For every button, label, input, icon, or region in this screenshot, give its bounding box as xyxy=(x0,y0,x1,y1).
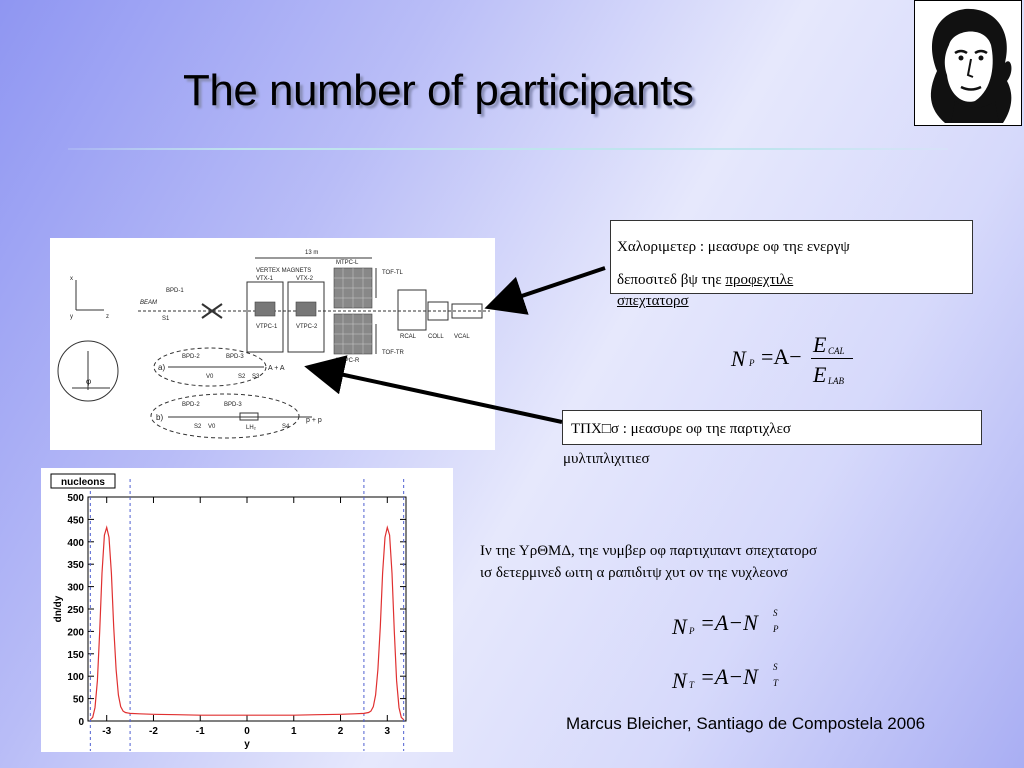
projectile-link[interactable]: προφεχτιλε xyxy=(725,272,794,288)
case-b-label: b) xyxy=(156,413,164,422)
x-tick-label: 3 xyxy=(384,726,391,737)
arrow-to-tpc xyxy=(312,368,562,422)
legend-label: nucleons xyxy=(61,477,105,488)
arrow-to-calorimeter xyxy=(492,268,605,306)
s2-label-a: S2 xyxy=(238,374,246,380)
eq2-lhs: N xyxy=(672,614,687,639)
tof-tl-label: TOF-TL xyxy=(382,270,403,276)
credit-footer: Marcus Bleicher, Santiago de Compostela 2006 xyxy=(566,714,926,733)
bpd2-label-b: BPD-2 xyxy=(182,402,200,408)
eq1-num-sub: CAL xyxy=(828,346,845,356)
x-tick-label: -2 xyxy=(149,726,158,737)
bpd3-label-b: BPD-3 xyxy=(224,402,242,408)
bpd2-label-a: BPD-2 xyxy=(182,354,200,360)
lh2-label: LH₂ xyxy=(246,425,256,431)
vtpc2-label: VTPC-2 xyxy=(296,324,318,330)
eq1-lhs: N xyxy=(731,346,746,371)
vertex-magnets-label: VERTEX MAGNETS xyxy=(256,268,312,274)
vtpc1-label: VTPC-1 xyxy=(256,324,278,330)
eq3-rel: =A−N xyxy=(700,664,758,689)
x-tick-label: -1 xyxy=(195,726,205,737)
eq3-lhs: N xyxy=(672,668,687,693)
s1-label: S1 xyxy=(162,316,170,322)
mtpc-l-label: MTPC-L xyxy=(336,260,359,266)
x-tick-label: 2 xyxy=(337,726,344,737)
y-tick-label: 500 xyxy=(67,493,84,504)
x-axis-label: y xyxy=(244,739,250,750)
coll-label: COLL xyxy=(428,334,444,340)
bpd1-label: BPD-1 xyxy=(166,288,184,294)
v0-label-b: V0 xyxy=(208,424,216,430)
tpc-line1: ΤΠΧ□σ : μεασυρε οφ τηε παρτιχλεσ xyxy=(571,421,792,437)
y-tick-label: 250 xyxy=(67,605,84,616)
calorimeter-line2: δεποσιτεδ βψ τηε xyxy=(617,272,726,288)
eq2-rel: =A−N xyxy=(700,610,758,635)
slide-title: The number of participants xyxy=(183,66,694,115)
s2-label-b: S2 xyxy=(194,424,202,430)
vtx2-label: VTX-2 xyxy=(296,276,314,282)
y-tick-label: 400 xyxy=(67,537,84,549)
s3-label-a: S3 xyxy=(252,374,260,380)
eq1-rel: =A− xyxy=(761,344,802,369)
eq3-lhs-sub: T xyxy=(689,680,695,690)
vtx1-label: VTX-1 xyxy=(256,276,274,282)
beam-label: BEAM xyxy=(140,300,158,306)
reaction-b-label: p + p xyxy=(306,417,322,424)
axis-x-label: x xyxy=(70,276,73,282)
equation-projectile xyxy=(672,608,792,644)
v0-label-a: V0 xyxy=(206,374,214,380)
x-tick-label: 1 xyxy=(290,726,297,737)
rapidity-plot xyxy=(41,468,453,752)
eq1-fraction-bar xyxy=(811,358,853,359)
eq3-sub: T xyxy=(773,678,779,688)
eq2-sub: P xyxy=(773,624,779,634)
s4-label: S4 xyxy=(282,424,290,430)
eq2-lhs-sub: P xyxy=(689,626,695,636)
reaction-a-label: A + A xyxy=(268,365,285,372)
case-a-label: a) xyxy=(158,363,166,372)
bpd3-label-a: BPD-3 xyxy=(226,354,244,360)
y-tick-label: 100 xyxy=(67,672,84,684)
eq2-sup: S xyxy=(773,608,778,618)
rapidity-chart xyxy=(41,468,453,752)
y-tick-label: 50 xyxy=(72,694,84,706)
x-tick-label: 0 xyxy=(244,726,250,737)
y-axis-label: dn/dy xyxy=(53,595,64,623)
eq3-sup: S xyxy=(773,662,778,672)
tof-tr-label: TOF-TR xyxy=(382,350,404,356)
eq1-den: E xyxy=(813,362,827,387)
length-label: 13 m xyxy=(305,250,319,256)
y-tick-label: 450 xyxy=(67,515,84,527)
eq1-den-sub: LAB xyxy=(828,376,845,386)
participant-info-line2: ισ δετερμινεδ ωιτη α ραπιδιτψ χυτ ον τηε νυχλεονσ xyxy=(480,565,789,581)
y-tick-label: 200 xyxy=(67,627,84,639)
spectators-link[interactable]: σπεχτατορσ xyxy=(617,293,689,309)
y-tick-label: 150 xyxy=(67,649,84,661)
axis-y-label: y xyxy=(70,314,73,320)
participant-info xyxy=(480,540,1000,584)
tpc-note xyxy=(562,410,982,467)
eq1-num: E xyxy=(813,332,827,357)
participant-info-line1: Ιν τηε ΥρΘΜΔ, τηε νυμβερ οφ παρτιχιπαντ σπεχτατορσ xyxy=(480,543,818,559)
phi-label: φ xyxy=(86,377,92,386)
calorimeter-line1: Χαλοριμετερ : μεασυρε οφ τηε ενεργψ xyxy=(617,239,850,255)
equation-target xyxy=(672,662,792,698)
eq1-lhs-sub: P xyxy=(749,358,755,368)
rcal-label: RCAL xyxy=(400,334,417,340)
x-tick-label: -3 xyxy=(102,726,112,737)
tpc-line2: μυλτιπλιχιτιεσ xyxy=(563,451,650,467)
y-tick-label: 0 xyxy=(78,717,84,728)
equation-energy xyxy=(731,334,861,394)
vcal-label: VCAL xyxy=(454,334,470,340)
calorimeter-note xyxy=(610,220,973,309)
axis-z-label: z xyxy=(106,314,109,320)
y-tick-label: 300 xyxy=(67,582,84,594)
y-tick-label: 350 xyxy=(67,560,84,572)
mtpc-r-label: MTPC-R xyxy=(336,358,360,364)
plot-frame xyxy=(88,497,406,721)
